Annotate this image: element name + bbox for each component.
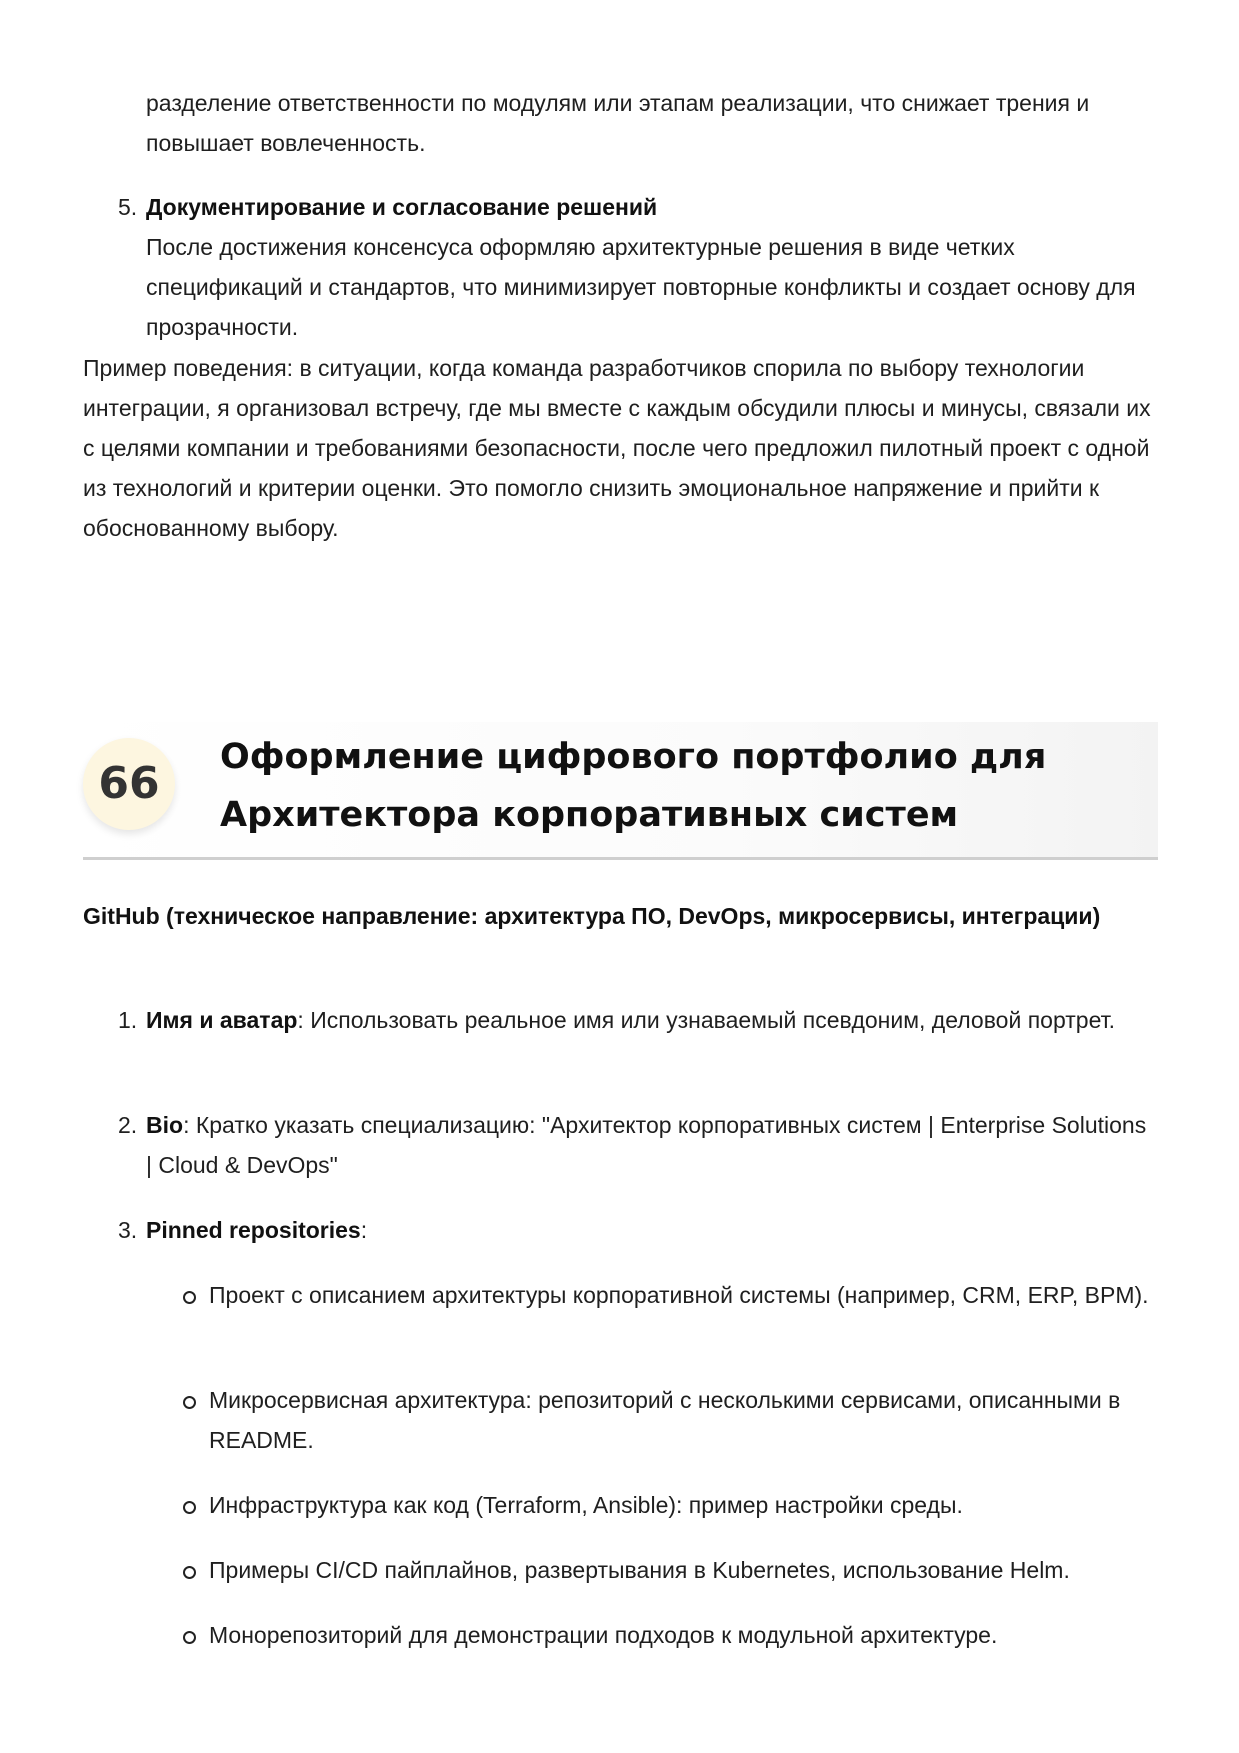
list-item-continuation-text: разделение ответственности по модулям или этапам реализации, что снижает трения и повышает вовлеченность.: [146, 90, 1090, 156]
list-item-5: [118, 187, 1156, 347]
pinned-bullet-4: [209, 1550, 1157, 1590]
pinned-bullet-1: [209, 1275, 1157, 1315]
list-item-title: Документирование и согласование решений: [146, 194, 658, 220]
section-title-line2: Архитектора корпоративных систем: [220, 795, 959, 835]
bullet-circle-icon: [183, 1396, 196, 1409]
item-label: Pinned repositories: [146, 1217, 361, 1243]
item-label: Bio: [146, 1112, 184, 1138]
bullet-text: Микросервисная архитектура: репозиторий с несколькими сервисами, описанными в README.: [209, 1387, 1121, 1453]
bullet-circle-icon: [183, 1501, 196, 1514]
bullet-circle-icon: [183, 1566, 196, 1579]
section-number-badge: 66: [83, 738, 175, 830]
bullet-circle-icon: [183, 1631, 196, 1644]
section-title-line1: Оформление цифрового портфолио для: [220, 737, 1047, 777]
list-number: 1.: [118, 1007, 138, 1033]
pinned-bullet-5: [209, 1615, 1157, 1655]
previous-list-continuation: [118, 60, 1156, 347]
github-list-item-3: [118, 1210, 1156, 1250]
bullet-text: Монорепозиторий для демонстрации подходов к модульной архитектуре.: [209, 1622, 998, 1648]
section-header: [83, 722, 1158, 860]
list-number: 3.: [118, 1217, 138, 1243]
section-title: [220, 728, 1150, 844]
github-heading: GitHub (техническое направление: архитектура ПО, DevOps, микросервисы, интеграции): [83, 903, 1101, 929]
list-number: 2.: [118, 1112, 138, 1138]
pinned-bullet-2: [209, 1380, 1157, 1460]
github-list-item-2: [118, 1105, 1156, 1185]
bullet-text: Проект с описанием архитектуры корпоративной системы (например, CRM, ERP, BPM).: [209, 1282, 1149, 1308]
bullet-text: Примеры CI/CD пайплайнов, развертывания в Kubernetes, использование Helm.: [209, 1557, 1070, 1583]
bullet-circle-icon: [183, 1291, 196, 1304]
example-paragraph: Пример поведения: в ситуации, когда команда разработчиков спорила по выбору технологии интеграции, я организовал встречу, где мы вместе с каждым обсудили плюсы и минусы, связали их с целями компании и требованиями безопасности, после чего предложил пилотный проект с одной из технологий и критерии оценки. Это помогло снизить эмоциональное напряжение и прийти к обоснованному выбору.: [83, 355, 1151, 541]
item-text: : Использовать реальное имя или узнаваемый псевдоним, деловой портрет.: [297, 1007, 1115, 1033]
item-text: :: [360, 1217, 368, 1243]
item-label: Имя и аватар: [146, 1007, 298, 1033]
github-list-item-1: [118, 1000, 1156, 1040]
bullet-text: Инфраструктура как код (Terraform, Ansible): пример настройки среды.: [209, 1492, 963, 1518]
list-number: 5.: [118, 194, 138, 220]
list-item-text: После достижения консенсуса оформляю архитектурные решения в виде четких спецификаций и стандартов, что минимизирует повторные конфликты и создает основу для прозрачности.: [146, 234, 1136, 340]
item-text: : Кратко указать специализацию: "Архитектор корпоративных систем | Enterprise Solutions | Cloud & DevOps": [146, 1112, 1147, 1178]
pinned-bullet-3: [209, 1485, 1157, 1525]
